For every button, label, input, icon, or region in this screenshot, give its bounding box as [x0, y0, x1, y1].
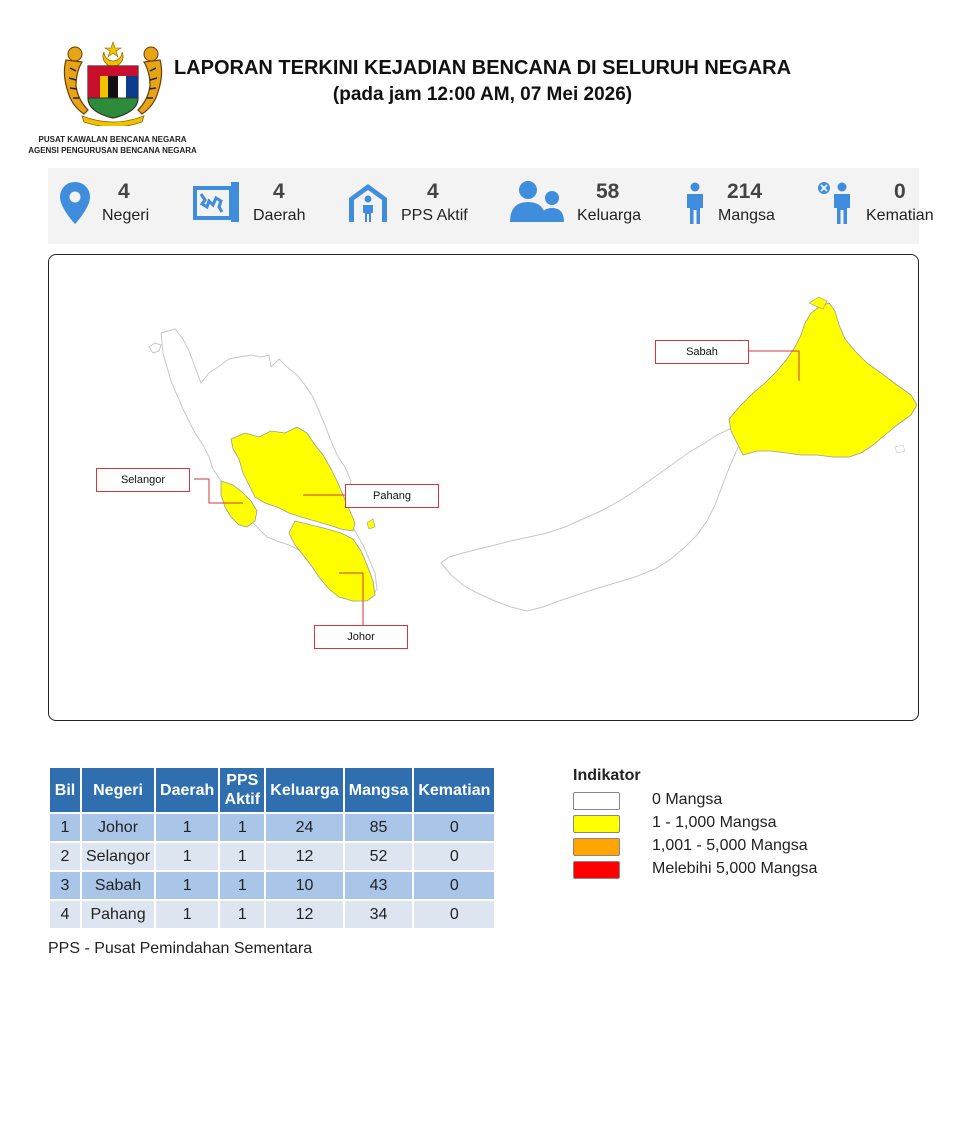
family-icon: [510, 180, 566, 229]
legend-label: 1 - 1,000 Mangsa: [652, 814, 777, 831]
cell-daerah: 1: [156, 872, 218, 899]
stat-negeri-label: Negeri: [102, 207, 150, 224]
map-label-johor: Johor: [314, 625, 408, 649]
region-sabah: [729, 303, 917, 457]
cell-negeri: Pahang: [82, 901, 154, 928]
cell-bil: 3: [50, 872, 80, 899]
stat-mangsa-label: Mangsa: [718, 207, 775, 224]
legend-swatch: [573, 838, 620, 856]
cell-bil: 1: [50, 814, 80, 841]
stat-kematian: [818, 168, 934, 244]
cell-keluarga: 12: [266, 901, 342, 928]
legend-swatch: [573, 861, 620, 879]
map-label-pahang: Pahang: [345, 484, 439, 508]
col-daerah: Daerah: [156, 768, 218, 812]
disaster-table: [48, 766, 496, 930]
table-row: [50, 814, 494, 841]
cell-keluarga: 10: [266, 872, 342, 899]
legend-label: 0 Mangsa: [652, 791, 723, 808]
col-bil: Bil: [50, 768, 80, 812]
sarawak-outline: [441, 429, 739, 611]
stat-negeri-value: 4: [118, 180, 130, 203]
table-row: [50, 843, 494, 870]
stat-kematian-value: 0: [894, 180, 906, 203]
stat-mangsa-value: 214: [727, 180, 763, 203]
stat-kematian-label: Kematian: [866, 207, 934, 224]
stat-negeri: [60, 168, 160, 244]
cell-negeri: Sabah: [82, 872, 154, 899]
cell-kematian: 0: [414, 814, 494, 841]
national-crest-logo: [58, 40, 168, 126]
cell-mangsa: 85: [345, 814, 413, 841]
shelter-icon: [347, 182, 389, 229]
agency-caption: [20, 134, 205, 156]
map-label-selangor: Selangor: [96, 468, 190, 492]
stat-daerah-value: 4: [273, 180, 285, 203]
person-icon: [684, 182, 706, 229]
cell-mangsa: 43: [345, 872, 413, 899]
stat-keluarga: [510, 168, 660, 244]
legend-label: 1,001 - 5,000 Mangsa: [652, 837, 808, 854]
col-mangsa: Mangsa: [345, 768, 413, 812]
col-keluarga: Keluarga: [266, 768, 342, 812]
cell-negeri: Selangor: [82, 843, 154, 870]
stat-pps-aktif-label: PPS Aktif: [401, 207, 468, 224]
cell-mangsa: 34: [345, 901, 413, 928]
legend-title: Indikator: [573, 767, 641, 784]
district-map-icon: [191, 182, 241, 229]
cell-daerah: 1: [156, 814, 218, 841]
stat-daerah-label: Daerah: [253, 207, 306, 224]
malaysia-disaster-map: [48, 254, 919, 721]
col-pps-aktif: PPS Aktif: [220, 768, 264, 812]
legend-swatch: [573, 815, 620, 833]
col-kematian: Kematian: [414, 768, 494, 812]
map-label-sabah: Sabah: [655, 340, 749, 364]
legend-swatch: [573, 792, 620, 810]
location-pin-icon: [60, 182, 90, 229]
table-row: [50, 901, 494, 928]
table-header-row: [50, 768, 494, 812]
cell-pps-aktif: 1: [220, 901, 264, 928]
cell-daerah: 1: [156, 843, 218, 870]
cell-bil: 4: [50, 901, 80, 928]
cell-kematian: 0: [414, 901, 494, 928]
cell-negeri: Johor: [82, 814, 154, 841]
table-row: [50, 872, 494, 899]
agency-line-1: PUSAT KAWALAN BENCANA NEGARA: [38, 135, 187, 144]
cell-keluarga: 24: [266, 814, 342, 841]
cell-mangsa: 52: [345, 843, 413, 870]
cell-bil: 2: [50, 843, 80, 870]
cell-keluarga: 12: [266, 843, 342, 870]
agency-line-2: AGENSI PENGURUSAN BENCANA NEGARA: [28, 146, 197, 155]
cell-kematian: 0: [414, 872, 494, 899]
stat-keluarga-value: 58: [596, 180, 620, 203]
cell-kematian: 0: [414, 843, 494, 870]
stat-pps-aktif: [347, 168, 477, 244]
stat-daerah: [191, 168, 321, 244]
cell-daerah: 1: [156, 901, 218, 928]
col-negeri: Negeri: [82, 768, 154, 812]
page-title: LAPORAN TERKINI KEJADIAN BENCANA DI SELURUH NEGARA: [173, 57, 792, 79]
report-timestamp: (pada jam 12:00 AM, 07 Mei 2026): [332, 84, 633, 105]
summary-stats-bar: [48, 168, 934, 244]
stat-keluarga-label: Keluarga: [577, 207, 642, 224]
cell-pps-aktif: 1: [220, 843, 264, 870]
region-johor: [289, 521, 375, 601]
cell-pps-aktif: 1: [220, 872, 264, 899]
death-person-icon: [818, 182, 854, 229]
stat-mangsa: [684, 168, 814, 244]
legend-label: Melebihi 5,000 Mangsa: [652, 860, 818, 877]
pps-footnote: PPS - Pusat Pemindahan Sementara: [48, 940, 313, 957]
cell-pps-aktif: 1: [220, 814, 264, 841]
stat-pps-aktif-value: 4: [427, 180, 439, 203]
